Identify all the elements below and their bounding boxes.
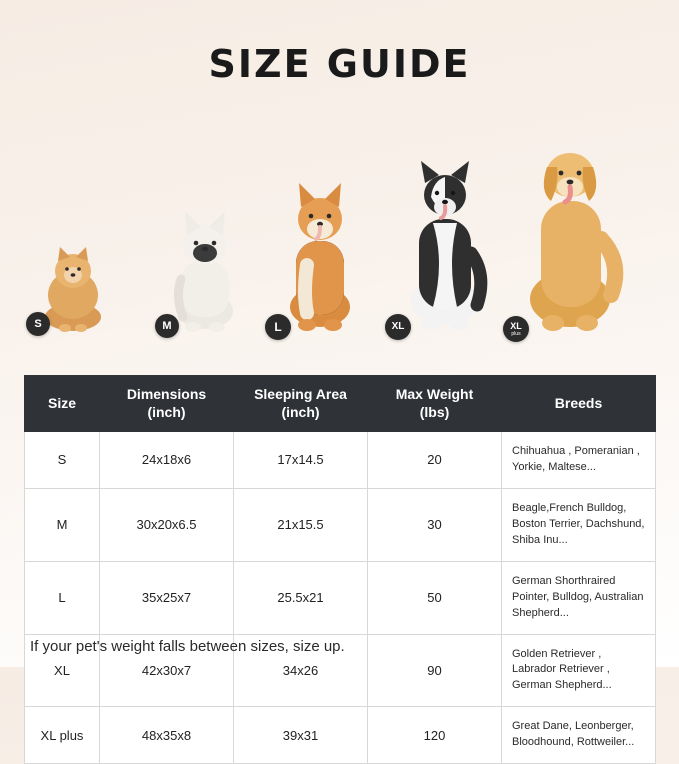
cell-max-weight: 120 (368, 707, 502, 764)
shiba-inu-icon (277, 169, 363, 334)
table-header (25, 376, 656, 432)
cell-breeds: Beagle,French Bulldog, Boston Terrier, Dachshund, Shiba Inu... (502, 488, 656, 561)
cell-sleeping-area: 34x26 (234, 634, 368, 707)
column-header-dimensions-line2: (inch) (147, 403, 186, 420)
golden-retriever-icon (515, 129, 625, 334)
cell-size: M (25, 488, 100, 561)
size-chart-table-wrapper (24, 375, 656, 764)
cell-sleeping-area: 21x15.5 (234, 488, 368, 561)
size-badge-m (155, 314, 179, 338)
column-header-max-weight (368, 376, 502, 432)
cell-sleeping-area: 25.5x21 (234, 561, 368, 634)
cell-breeds: Golden Retriever , Labrador Retriever , German Shepherd... (502, 634, 656, 707)
cell-size: XL plus (25, 707, 100, 764)
column-header-sleeping-area-line2: (inch) (281, 403, 320, 420)
column-header-dimensions (100, 376, 234, 432)
cell-dimensions: 48x35x8 (100, 707, 234, 764)
dog-figure-xl-plus (500, 129, 640, 337)
table-header-row (25, 376, 656, 432)
cell-max-weight: 50 (368, 561, 502, 634)
table-row (25, 488, 656, 561)
cell-sleeping-area: 17x14.5 (234, 432, 368, 489)
dog-figure-medium (155, 199, 255, 334)
size-badge-l (265, 314, 291, 340)
cell-size: XL (25, 634, 100, 707)
column-header-breeds (502, 376, 656, 432)
size-badge-s-label: S (34, 317, 42, 330)
cell-dimensions: 35x25x7 (100, 561, 234, 634)
size-badge-xl-label: XL (391, 321, 405, 332)
cell-dimensions: 24x18x6 (100, 432, 234, 489)
cell-size: S (25, 432, 100, 489)
column-header-sleeping-area-line1: Sleeping Area (254, 386, 347, 402)
cell-max-weight: 20 (368, 432, 502, 489)
cell-breeds: Chihuahua , Pomeranian , Yorkie, Maltese... (502, 432, 656, 489)
size-badge-xl-plus-sublabel: plus (511, 330, 521, 337)
column-header-size (25, 376, 100, 432)
table-row (25, 561, 656, 634)
cell-dimensions: 30x20x6.5 (100, 488, 234, 561)
column-header-breeds-line1: Breeds (554, 394, 603, 411)
size-badge-l-label: L (274, 320, 282, 334)
table-row (25, 707, 656, 764)
cell-breeds: Great Dane, Leonberger, Bloodhound, Rottweiler... (502, 707, 656, 764)
dog-figure-small (30, 229, 116, 334)
cell-max-weight: 30 (368, 488, 502, 561)
column-header-sleeping-area (234, 376, 368, 432)
footnote-text: If your pet's weight falls between sizes, size up. (30, 638, 345, 655)
cell-sleeping-area: 39x31 (234, 707, 368, 764)
size-chart-table (24, 375, 656, 764)
table-body (25, 432, 656, 764)
column-header-size-line1: Size (47, 394, 76, 411)
dog-illustration-row (0, 104, 679, 337)
cell-max-weight: 90 (368, 634, 502, 707)
column-header-max-weight-line2: (lbs) (419, 403, 450, 420)
table-row (25, 432, 656, 489)
dog-figure-large (265, 169, 375, 334)
size-badge-xl-plus (503, 316, 529, 342)
cell-size: L (25, 561, 100, 634)
size-badge-xl-plus-label: XL (510, 320, 522, 331)
border-collie-icon (397, 149, 493, 334)
size-badge-xl (385, 314, 411, 340)
column-header-max-weight-line1: Max Weight (395, 386, 474, 402)
page-title: SIZE GUIDE (208, 42, 471, 86)
french-bulldog-icon (165, 199, 245, 334)
size-badge-s (26, 312, 50, 336)
column-header-dimensions-line1: Dimensions (126, 386, 207, 402)
cell-dimensions: 42x30x7 (100, 634, 234, 707)
size-badge-m-label: M (162, 319, 172, 332)
cell-breeds: German Shorthraired Pointer, Bulldog, Australian Shepherd... (502, 561, 656, 634)
dog-figure-xl (385, 149, 505, 334)
